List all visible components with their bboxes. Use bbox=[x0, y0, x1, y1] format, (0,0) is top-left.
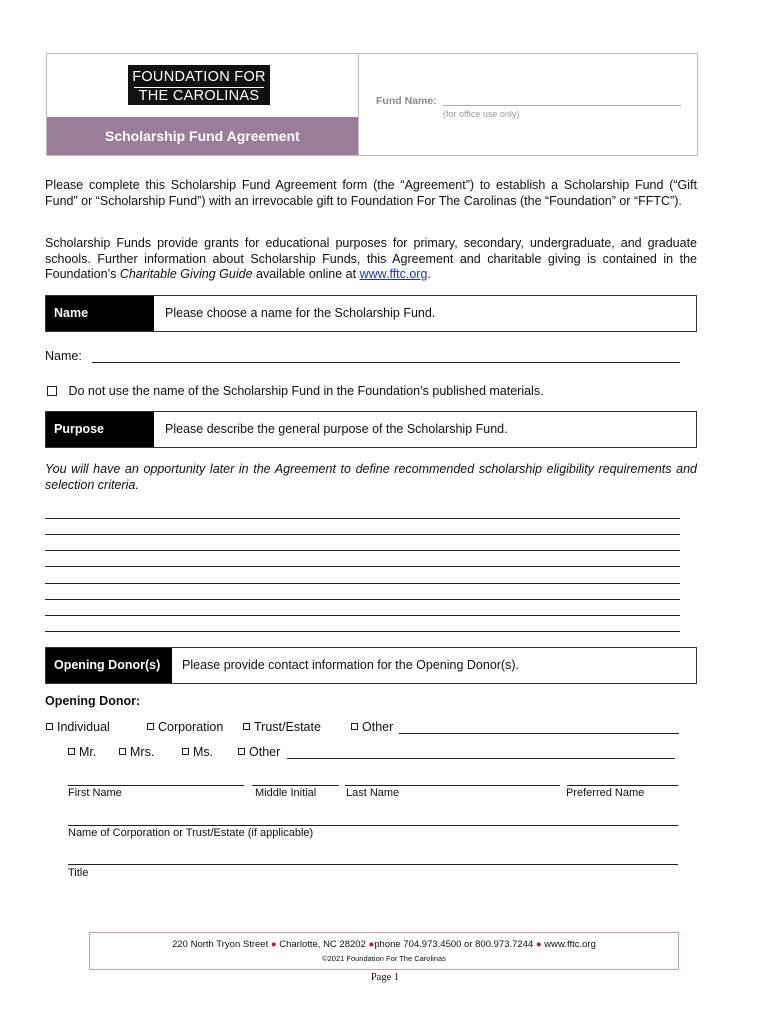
logo-line-2: THE CAROLINAS bbox=[134, 87, 264, 105]
mrs-label: Mrs. bbox=[130, 745, 155, 759]
donor-section-header bbox=[45, 647, 697, 684]
corporation-name-field[interactable] bbox=[68, 825, 678, 826]
first-name-label: First Name bbox=[68, 787, 122, 799]
header-brand-panel bbox=[47, 54, 359, 155]
purpose-line[interactable] bbox=[45, 583, 680, 584]
footer-web: www.fftc.org bbox=[544, 939, 596, 950]
footer-address: 220 North Tryon Street bbox=[172, 939, 269, 950]
mr-label: Mr. bbox=[79, 745, 97, 759]
form-title-banner: Scholarship Fund Agreement bbox=[47, 117, 358, 155]
ms-label: Ms. bbox=[193, 745, 214, 759]
footer-city: Charlotte, NC 28202 bbox=[279, 939, 366, 950]
mrs-checkbox[interactable] bbox=[119, 748, 126, 755]
bullet-icon: ● bbox=[270, 939, 277, 950]
purpose-section-header bbox=[45, 411, 697, 448]
purpose-line[interactable] bbox=[45, 534, 680, 535]
purpose-line[interactable] bbox=[45, 518, 680, 519]
footer-contact-line bbox=[90, 939, 678, 950]
purpose-line[interactable] bbox=[45, 550, 680, 551]
individual-checkbox[interactable] bbox=[46, 723, 53, 730]
corporation-name-label: Name of Corporation or Trust/Estate (if applicable) bbox=[68, 827, 314, 839]
intro-paragraph-1: Please complete this Scholarship Fund Agreement form (the “Agreement”) to establish a Scholarship Fund (“Gift Fund” or “Scholarship Fund”) with an irrevocable gift to Foundation For The Carolinas (the “Foundation” or “FFTC”). bbox=[45, 178, 697, 208]
fftc-link[interactable]: www.fftc.org bbox=[359, 267, 428, 281]
no-publish-checkbox[interactable] bbox=[47, 386, 57, 396]
salutation-mr[interactable] bbox=[68, 745, 96, 759]
donor-section-tag: Opening Donor(s) bbox=[46, 648, 172, 683]
mr-checkbox[interactable] bbox=[68, 748, 75, 755]
fund-name-label: Fund Name: bbox=[376, 95, 437, 107]
name-field-label: Name: bbox=[45, 349, 82, 363]
salutation-ms[interactable] bbox=[182, 745, 213, 759]
corporation-checkbox[interactable] bbox=[147, 723, 154, 730]
donor-type-other[interactable] bbox=[351, 720, 393, 734]
no-publish-option bbox=[47, 384, 544, 398]
intro-text-b: available online at bbox=[252, 267, 360, 281]
other-type-label: Other bbox=[362, 720, 394, 734]
last-name-field[interactable] bbox=[345, 785, 560, 786]
first-name-field[interactable] bbox=[68, 785, 244, 786]
purpose-note: You will have an opportunity later in the Agreement to define recommended scholarship eligibility requirements and selection criteria. bbox=[45, 462, 697, 492]
intro-text-a: Scholarship Funds provide grants for educational purposes for primary, secondary, undergraduate, and graduate schools. Further information about Scholarship Funds, this Agreement and charitable giving is contained in the Foundation’s bbox=[45, 236, 697, 281]
name-section-header bbox=[45, 295, 697, 332]
individual-label: Individual bbox=[57, 720, 110, 734]
fund-name-note: (for office use only) bbox=[443, 109, 520, 119]
intro-paragraph-2 bbox=[45, 236, 697, 283]
bullet-icon: ● bbox=[368, 939, 375, 950]
trust-estate-label: Trust/Estate bbox=[254, 720, 321, 734]
other-salutation-field[interactable] bbox=[287, 758, 675, 759]
purpose-line[interactable] bbox=[45, 566, 680, 567]
salutation-other[interactable] bbox=[238, 745, 280, 759]
middle-initial-field[interactable] bbox=[252, 785, 339, 786]
name-field[interactable] bbox=[92, 362, 680, 363]
footer-phone: phone 704.973.4500 or 800.973.7244 bbox=[374, 939, 534, 950]
header-box bbox=[46, 53, 698, 156]
purpose-section-tag: Purpose bbox=[46, 412, 154, 447]
purpose-line[interactable] bbox=[45, 599, 680, 600]
donor-type-individual[interactable] bbox=[46, 720, 110, 734]
preferred-name-field[interactable] bbox=[567, 785, 678, 786]
footer-copyright: ©2021 Foundation For The Carolinas bbox=[322, 954, 446, 963]
title-field[interactable] bbox=[68, 864, 678, 865]
donor-type-trust-estate[interactable] bbox=[243, 720, 321, 734]
trust-estate-checkbox[interactable] bbox=[243, 723, 250, 730]
fund-name-field[interactable] bbox=[443, 105, 681, 106]
fftc-logo bbox=[128, 65, 270, 105]
last-name-label: Last Name bbox=[346, 787, 400, 799]
footer-box bbox=[89, 932, 679, 970]
intro-text-end: . bbox=[427, 267, 431, 281]
title-label: Title bbox=[68, 867, 89, 879]
charitable-giving-guide: Charitable Giving Guide bbox=[119, 267, 253, 281]
preferred-name-label: Preferred Name bbox=[566, 787, 645, 799]
opening-donor-heading: Opening Donor: bbox=[45, 694, 141, 708]
other-salutation-label: Other bbox=[249, 745, 281, 759]
page-number: Page 1 bbox=[370, 972, 400, 983]
other-type-field[interactable] bbox=[399, 733, 679, 734]
name-section-desc: Please choose a name for the Scholarship Fund. bbox=[165, 306, 436, 320]
logo-line-1: FOUNDATION FOR bbox=[132, 69, 266, 85]
other-type-checkbox[interactable] bbox=[351, 723, 358, 730]
bullet-icon: ● bbox=[535, 939, 542, 950]
salutation-mrs[interactable] bbox=[119, 745, 154, 759]
purpose-line[interactable] bbox=[45, 615, 680, 616]
other-salutation-checkbox[interactable] bbox=[238, 748, 245, 755]
no-publish-label: Do not use the name of the Scholarship Fund in the Foundation’s published materials. bbox=[68, 384, 544, 398]
donor-section-desc: Please provide contact information for the Opening Donor(s). bbox=[182, 658, 519, 672]
middle-initial-label: Middle Initial bbox=[255, 787, 317, 799]
purpose-section-desc: Please describe the general purpose of the Scholarship Fund. bbox=[165, 422, 508, 436]
purpose-line[interactable] bbox=[45, 631, 680, 632]
corporation-label: Corporation bbox=[158, 720, 224, 734]
name-section-tag: Name bbox=[46, 296, 154, 331]
donor-type-corporation[interactable] bbox=[147, 720, 223, 734]
ms-checkbox[interactable] bbox=[182, 748, 189, 755]
